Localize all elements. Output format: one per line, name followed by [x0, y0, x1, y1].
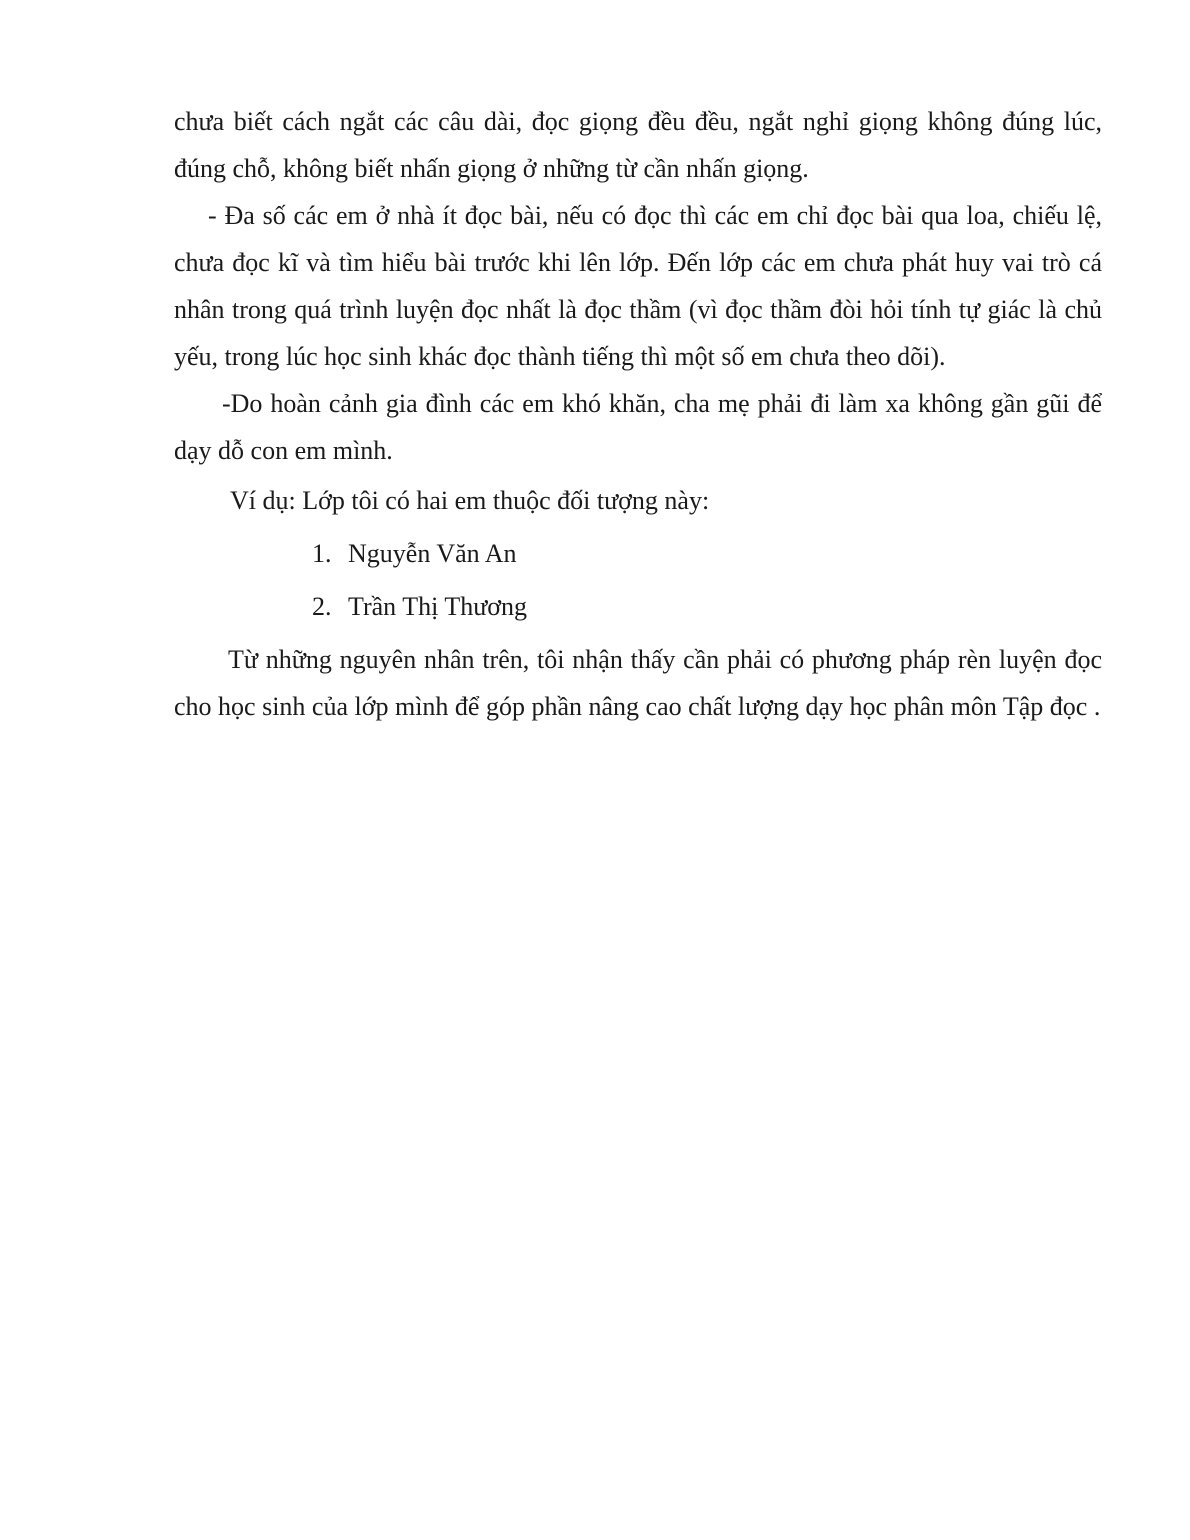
paragraph-conclusion: Từ những nguyên nhân trên, tôi nhận thấy cần phải có phương pháp rèn luyện đọc cho học sinh của lớp mình để góp phần nâng cao chất lượng dạy học phân môn Tập đọc .: [174, 645, 1102, 721]
paragraph-family-circumstances: -Do hoàn cảnh gia đình các em khó khăn, cha mẹ phải đi làm xa không gần gũi để dạy dỗ con em mình.: [174, 389, 1102, 465]
student-list: [174, 530, 1102, 636]
student-name: Trần Thị Thương: [348, 592, 528, 621]
paragraph-reading-issues: chưa biết cách ngắt các câu dài, đọc giọng đều đều, ngắt nghỉ giọng không đúng lúc, đúng chỗ, không biết nhấn giọng ở những từ cần nhấn giọng.: [174, 107, 1102, 183]
list-number: 1.: [312, 539, 332, 568]
student-name: Nguyễn Văn An: [348, 539, 517, 568]
document-body: [174, 98, 1102, 730]
paragraph-home-reading: - Đa số các em ở nhà ít đọc bài, nếu có đọc thì các em chỉ đọc bài qua loa, chiếu lệ, chưa đọc kĩ và tìm hiểu bài trước khi lên lớp. Đến lớp các em chưa phát huy vai trò cá nhân trong quá trình luyện đọc nhất là đọc thầm (vì đọc thầm đòi hỏi tính tự giác là chủ yếu, trong lúc học sinh khác đọc thành tiếng thì một số em chưa theo dõi).: [174, 201, 1102, 371]
list-number: 2.: [312, 592, 332, 621]
list-item: [174, 583, 1102, 636]
paragraph-example: Ví dụ: Lớp tôi có hai em thuộc đối tượng này:: [230, 486, 710, 515]
list-item: [174, 530, 1102, 583]
